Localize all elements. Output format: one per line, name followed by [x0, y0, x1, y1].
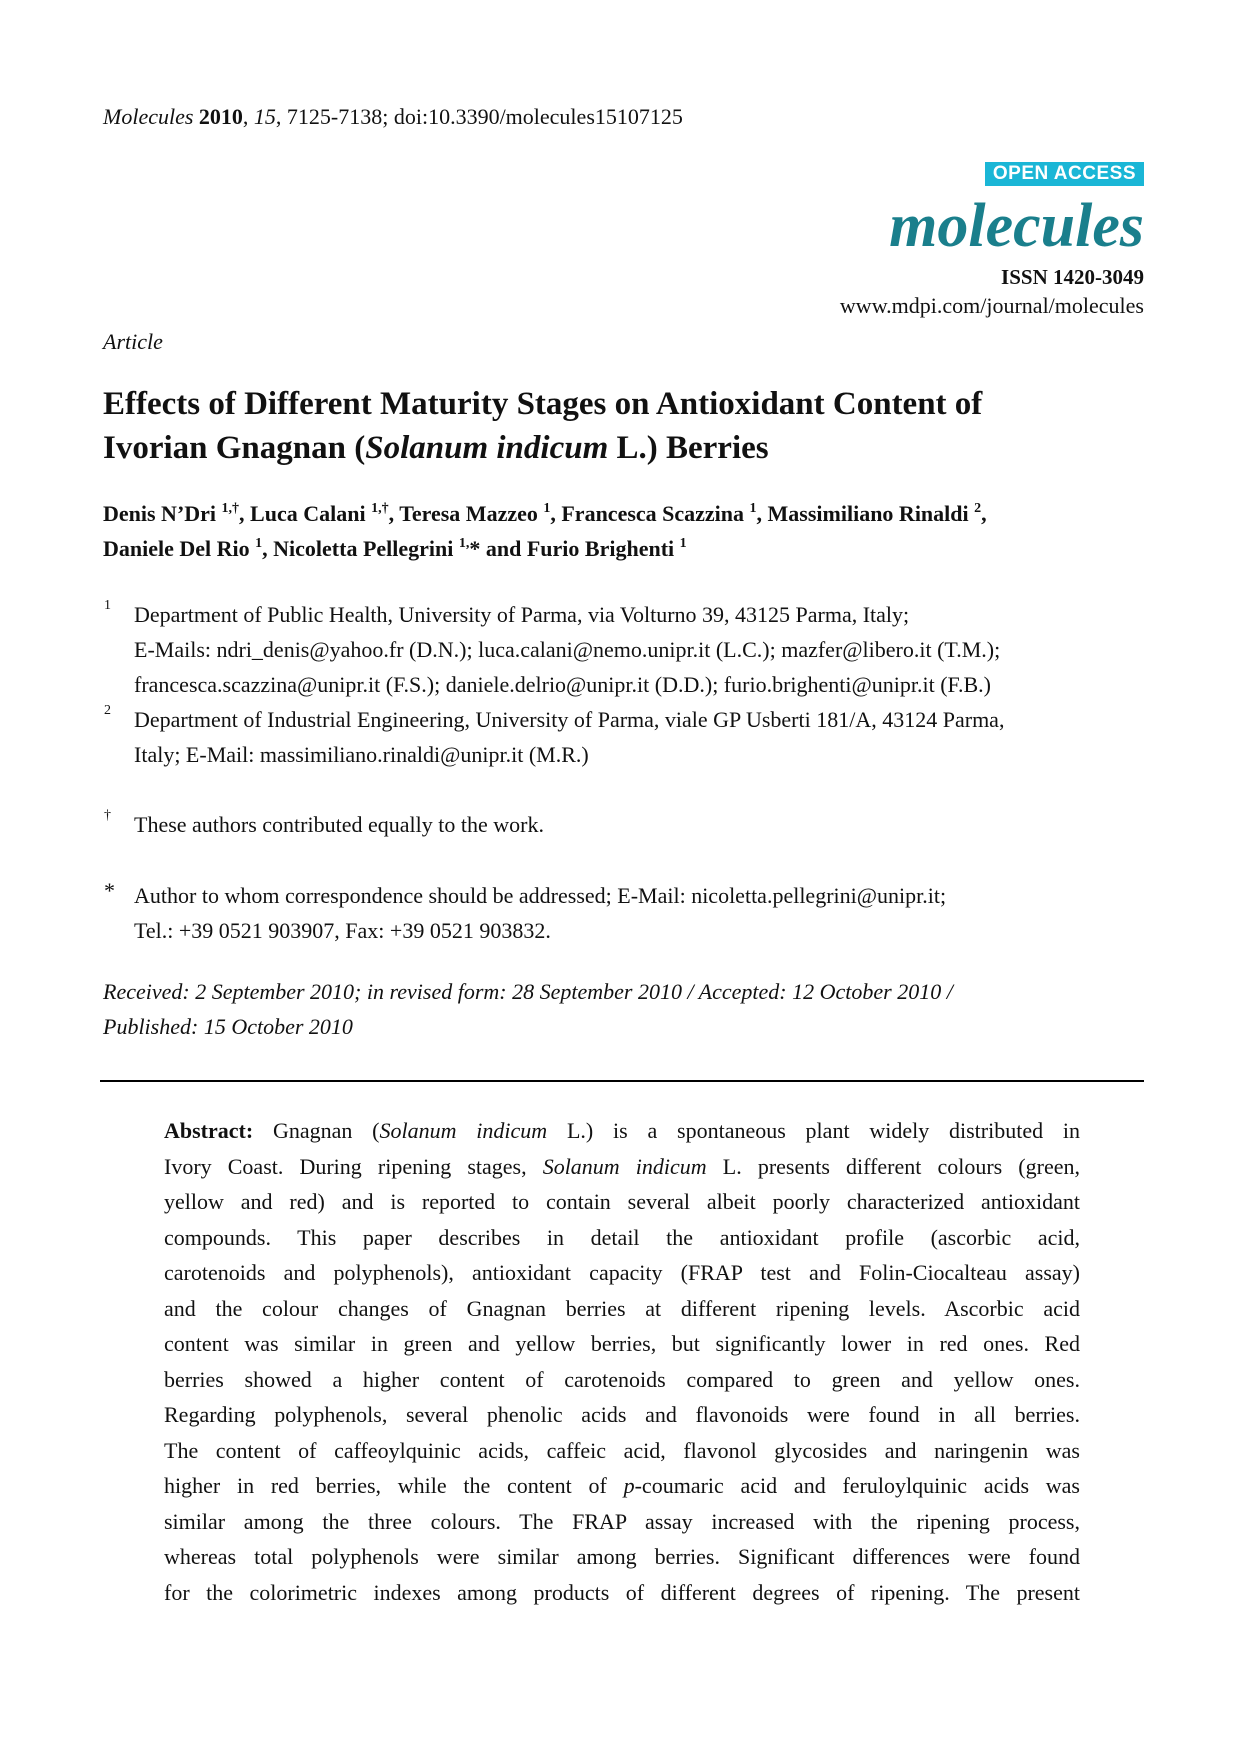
author-name: Luca Calani: [250, 501, 366, 526]
correspondence-note: Author to whom correspondence should be addressed; E-Mail: nicoletta.pellegrini@unipr.it; Tel.: +39 0521 903907, Fax: +39 0521 903832.: [134, 883, 947, 943]
author-list: Denis N’Dri $^{1,\dagger}$, Luca Calani $^{1,\dagger}$, Teresa Mazzeo $^1$, Francesca Scazzina $^1$, Massimiliano Rinaldi $^2$, Daniele Del Rio $^1$, Nicoletta Pellegrini $^{1,}$* and Furio Brighenti $^1$: [103, 501, 987, 561]
journal-name: Molecules: [103, 104, 194, 129]
journal-year: 2010: [198, 104, 243, 129]
author-affiliation-mark: 1: [543, 501, 551, 516]
issn: ISSN 1420-3049: [1001, 265, 1144, 289]
abstract-line: yellow and red) and is reported to contain several albeit poorly characterized antioxidant: [164, 1189, 1080, 1214]
title-line-2: Ivorian Gnagnan (Solanum indicum L.) Berries: [103, 430, 769, 466]
abstract-line: similar among the three colours. The FRAP assay increased with the ripening process,: [164, 1508, 1080, 1534]
journal-logo: molecules: [889, 192, 1144, 260]
abstract: [164, 1113, 1080, 1610]
abstract-line: The content of caffeoylquinic acids, caffeic acid, flavonol glycosides and naringenin was: [164, 1437, 1080, 1463]
author-affiliation-mark: 1: [749, 501, 757, 516]
author-affiliation-mark: 1,†: [221, 501, 240, 516]
dagger-mark: †: [104, 808, 111, 823]
title-line-1: Effects of Different Maturity Stages on Antioxidant Content of: [103, 386, 983, 422]
equal-contribution-note: These authors contributed equally to the work.: [134, 812, 544, 837]
author-affiliation-mark: 1,: [458, 536, 470, 551]
abstract-line: Ivory Coast. During ripening stages, Solanum indicum L. presents different colours (green,: [164, 1153, 1080, 1179]
author-affiliation-mark: 1: [255, 536, 263, 551]
species-name: Solanum indicum: [365, 430, 609, 466]
correspondence-mark: *: [104, 878, 115, 903]
abstract-line: content was similar in green and yellow berries, but significantly lower in red ones. Red: [164, 1331, 1080, 1356]
abstract-line: Abstract: Gnagnan (Solanum indicum L.) is a spontaneous plant widely distributed in: [164, 1118, 1080, 1143]
author-name: Daniele Del Rio: [103, 536, 250, 561]
author-name: Denis N’Dri: [103, 501, 217, 526]
abstract-line: and the colour changes of Gnagnan berries at different ripening levels. Ascorbic acid: [164, 1295, 1080, 1321]
paper-title: [103, 382, 1143, 470]
abstract-line: Regarding polyphenols, several phenolic acids and flavonoids were found in all berries.: [164, 1402, 1080, 1427]
article-type: Article: [103, 329, 163, 354]
abstract-line: compounds. This paper describes in detail the antioxidant profile (ascorbic acid,: [164, 1224, 1080, 1250]
author-affiliation-mark: 1: [679, 536, 687, 551]
section-divider: [100, 1080, 1144, 1082]
author-name: Francesca Scazzina: [561, 501, 745, 526]
abstract-line: whereas total polyphenols were similar among berries. Significant differences were found: [164, 1544, 1080, 1569]
affiliation-number: 1: [104, 598, 111, 613]
citation-pages-doi: , 7125-7138; doi:10.3390/molecules15107125: [275, 104, 683, 129]
open-access-badge: OPEN ACCESS: [985, 162, 1144, 186]
author-affiliation-mark: 1,†: [371, 501, 389, 516]
journal-url[interactable]: www.mdpi.com/journal/molecules: [839, 293, 1144, 318]
author-name: Massimiliano Rinaldi: [767, 501, 969, 526]
abstract-line: carotenoids and polyphenols), antioxidant capacity (FRAP test and Folin-Ciocalteau assay): [164, 1260, 1080, 1285]
author-affiliation-mark: 2: [974, 501, 982, 516]
abstract-line: for the colorimetric indexes among products of different degrees of ripening. The present: [164, 1579, 1080, 1605]
abstract-line: higher in red berries, while the content of p-coumaric acid and feruloylquinic acids was: [164, 1473, 1080, 1498]
author-name: Teresa Mazzeo: [399, 501, 538, 526]
journal-volume: 15: [253, 104, 276, 129]
author-name: Nicoletta Pellegrini: [273, 536, 454, 561]
abstract-label: Abstract:: [164, 1118, 254, 1143]
publication-dates: Received: 2 September 2010; in revised form: 28 September 2010 / Accepted: 12 October 2010 / Published: 15 October 2010: [103, 979, 953, 1039]
author-name: Furio Brighenti: [526, 536, 675, 561]
journal-citation: Molecules 2010, 15, 7125-7138; doi:10.3390/molecules15107125: [103, 104, 683, 129]
affiliation-1: Department of Public Health, University of Parma, via Volturno 39, 43125 Parma, Italy; E-Mails: ndri_denis@yahoo.fr (D.N.); luca.calani@nemo.unipr.it (L.C.); mazfer@libero.it (T.M.); francesca.scazzina@unipr.it (F.S.); daniele.delrio@unipr.it (D.D.); furio.brighenti@unipr.it (F.B.): [134, 602, 1001, 697]
affiliation-2: Department of Industrial Engineering, University of Parma, viale GP Usberti 181/A, 43124 Parma, Italy; E-Mail: massimiliano.rinaldi@unipr.it (M.R.): [134, 707, 1005, 767]
abstract-line: berries showed a higher content of carotenoids compared to green and yellow ones.: [164, 1366, 1080, 1392]
affiliation-number: 2: [104, 703, 111, 718]
